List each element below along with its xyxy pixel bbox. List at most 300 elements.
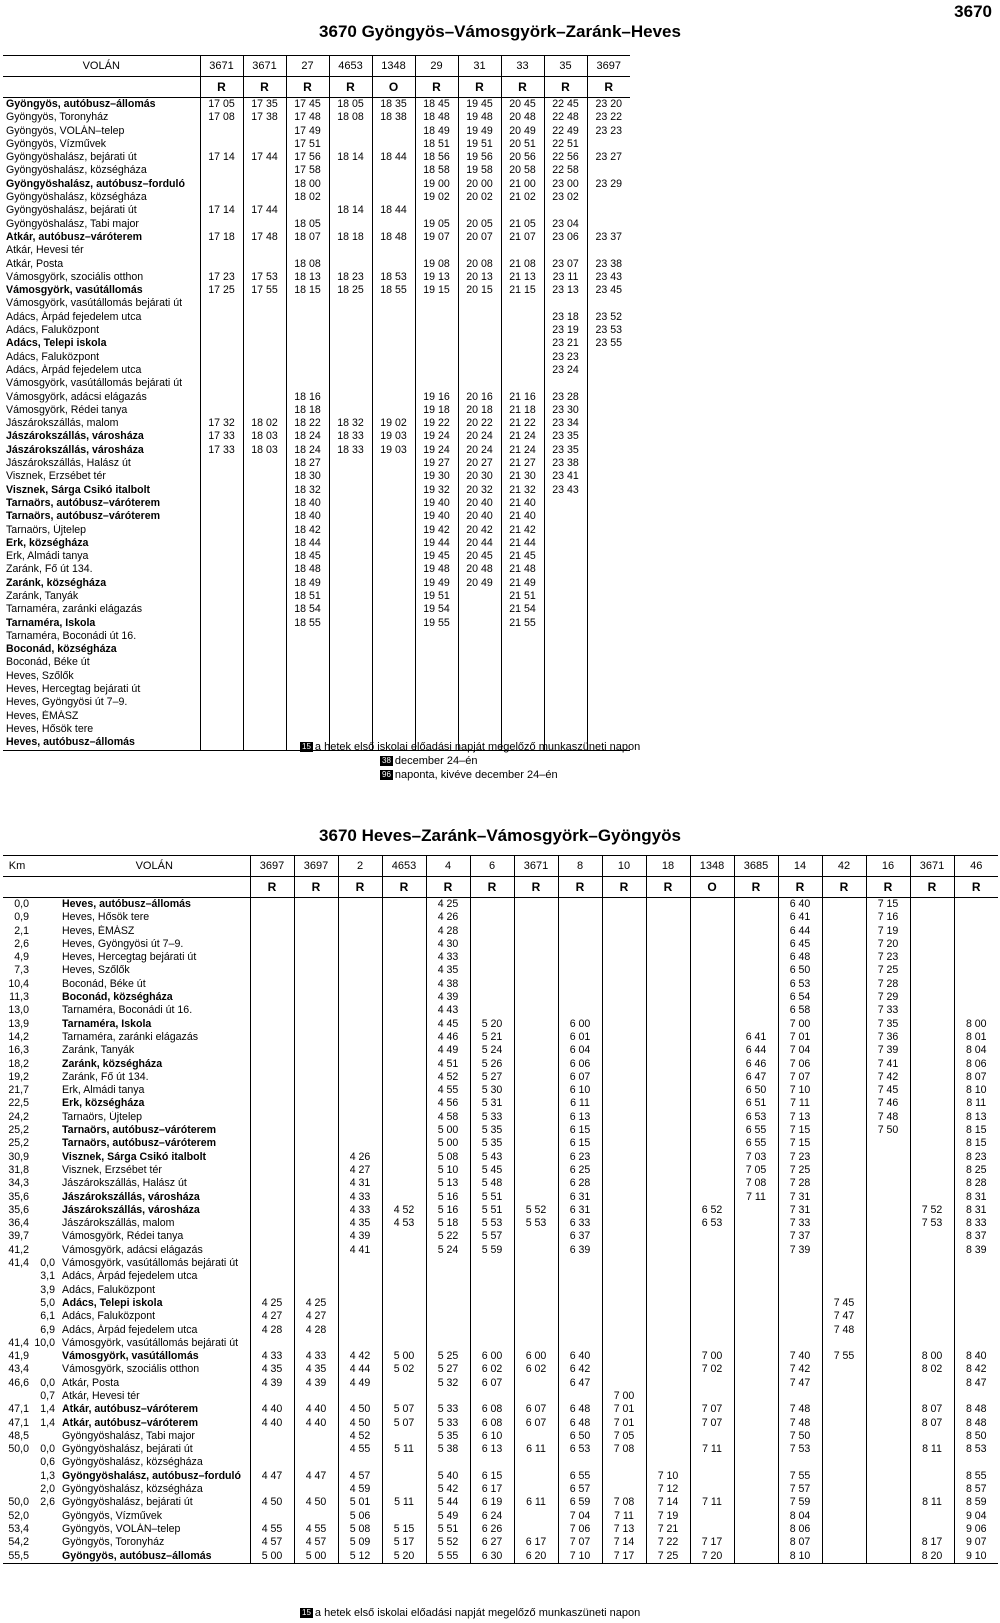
timetable-row <box>3 1403 998 1416</box>
departure-time: 22 56 <box>544 151 587 164</box>
departure-time <box>329 470 372 483</box>
timetable-row <box>3 1018 998 1031</box>
departure-time <box>910 938 954 951</box>
stop-name: Zaránk, Fő út 134. <box>6 563 93 576</box>
departure-time: 7 00 <box>778 1018 822 1031</box>
departure-time <box>372 377 415 390</box>
departure-time <box>382 1031 426 1044</box>
departure-time: 8 57 <box>954 1483 998 1496</box>
departure-time <box>646 1217 690 1230</box>
departure-time <box>954 938 998 951</box>
stop-name: Tarnaörs, autóbusz–váróterem <box>62 1124 217 1137</box>
departure-time: 6 07 <box>514 1417 558 1430</box>
departure-time <box>338 1084 382 1097</box>
timetable-row <box>3 670 630 683</box>
departure-time <box>734 1430 778 1443</box>
km-value: 19,2 <box>8 1070 29 1083</box>
service-code: R <box>329 77 372 98</box>
departure-time <box>587 710 630 723</box>
timetable-row <box>3 1350 998 1363</box>
departure-time <box>602 1270 646 1283</box>
departure-time: 4 26 <box>338 1151 382 1164</box>
departure-time <box>866 1536 910 1549</box>
departure-time: 6 58 <box>778 1004 822 1017</box>
departure-time <box>690 1230 734 1243</box>
departure-time <box>866 1310 910 1323</box>
departure-time <box>372 470 415 483</box>
stop-name: Gyöngyöshalász, Tabi major <box>6 217 139 230</box>
km-value <box>3 1297 31 1310</box>
departure-time: 20 44 <box>458 537 501 550</box>
stop-name: Tarnaörs, autóbusz–váróterem <box>62 1137 217 1150</box>
departure-time <box>587 577 630 590</box>
departure-time: 6 04 <box>558 1044 602 1057</box>
departure-time <box>294 1217 338 1230</box>
departure-time <box>243 537 286 550</box>
departure-time: 4 42 <box>338 1350 382 1363</box>
km-value: 18,2 <box>8 1057 29 1070</box>
departure-time: 18 32 <box>329 417 372 430</box>
departure-time: 7 15 <box>778 1124 822 1137</box>
stop-name: Visznek, Erzsébet tér <box>62 1163 162 1176</box>
departure-time <box>646 1417 690 1430</box>
branch-km-value <box>31 911 59 924</box>
departure-time: 19 48 <box>458 111 501 124</box>
departure-time: 6 52 <box>690 1204 734 1217</box>
departure-time <box>372 617 415 630</box>
departure-time <box>734 1270 778 1283</box>
departure-time <box>544 710 587 723</box>
departure-time <box>954 951 998 964</box>
departure-time: 18 40 <box>286 497 329 510</box>
departure-time <box>514 1297 558 1310</box>
service-code: R <box>382 877 426 898</box>
departure-time <box>501 297 544 310</box>
departure-time <box>587 457 630 470</box>
departure-time <box>514 1164 558 1177</box>
departure-time <box>470 911 514 924</box>
stop-name: Heves, ÉMÁSZ <box>6 709 79 722</box>
departure-time <box>822 911 866 924</box>
stop-name: Heves, Hercegtag bejárati út <box>62 951 197 964</box>
operator-label: VOLÁN <box>3 56 200 77</box>
departure-time <box>646 1324 690 1337</box>
branch-km-value: 0,0 <box>40 1443 55 1456</box>
departure-time <box>646 964 690 977</box>
departure-time: 7 21 <box>646 1523 690 1536</box>
departure-time <box>822 1204 866 1217</box>
departure-time: 21 49 <box>501 577 544 590</box>
departure-time <box>910 1284 954 1297</box>
departure-time: 6 53 <box>734 1111 778 1124</box>
departure-time <box>734 1230 778 1243</box>
trip-number: 4 <box>426 856 470 877</box>
departure-time <box>646 911 690 924</box>
departure-time <box>602 951 646 964</box>
departure-time <box>372 603 415 616</box>
departure-time: 8 20 <box>910 1550 954 1564</box>
departure-time <box>338 1071 382 1084</box>
departure-time <box>646 1443 690 1456</box>
trip-number: 8 <box>558 856 602 877</box>
service-code: R <box>243 77 286 98</box>
departure-time <box>646 1084 690 1097</box>
departure-time: 5 53 <box>470 1217 514 1230</box>
stop-name: Jászárokszállás, malom <box>6 417 119 430</box>
departure-time: 20 22 <box>458 417 501 430</box>
departure-time <box>294 1430 338 1443</box>
departure-time <box>910 1456 954 1469</box>
departure-time: 5 20 <box>470 1018 514 1031</box>
departure-time <box>286 643 329 656</box>
departure-time: 6 57 <box>558 1483 602 1496</box>
departure-time: 6 07 <box>470 1377 514 1390</box>
stop-name: Vámosgyörk, adácsi elágazás <box>6 390 147 403</box>
branch-km-value <box>31 1523 59 1536</box>
departure-time: 7 13 <box>602 1523 646 1536</box>
departure-time: 8 06 <box>954 1058 998 1071</box>
trip-number: 6 <box>470 856 514 877</box>
trip-number: 46 <box>954 856 998 877</box>
departure-time: 17 33 <box>200 430 243 443</box>
departure-time <box>200 550 243 563</box>
departure-time: 5 35 <box>470 1124 514 1137</box>
departure-time: 6 02 <box>470 1363 514 1376</box>
departure-time <box>250 925 294 938</box>
stop-name: Vámosgyörk, Rédei tanya <box>6 403 128 416</box>
departure-time: 8 48 <box>954 1403 998 1416</box>
departure-time <box>372 178 415 191</box>
departure-time <box>558 925 602 938</box>
departure-time <box>250 1456 294 1469</box>
departure-time <box>734 991 778 1004</box>
departure-time <box>910 1523 954 1536</box>
departure-time: 23 34 <box>544 417 587 430</box>
stop-name: Adács, Árpád fejedelem utca <box>62 1270 198 1283</box>
departure-time: 7 11 <box>690 1443 734 1456</box>
departure-time <box>690 1177 734 1190</box>
departure-time <box>646 1111 690 1124</box>
departure-time <box>822 1456 866 1469</box>
departure-time <box>243 391 286 404</box>
km-value: 21,7 <box>8 1084 29 1097</box>
departure-time <box>646 991 690 1004</box>
departure-time <box>329 258 372 271</box>
departure-time <box>544 643 587 656</box>
departure-time <box>690 1430 734 1443</box>
departure-time <box>501 643 544 656</box>
departure-time <box>866 1151 910 1164</box>
stop-name: Erk, Almádi tanya <box>6 550 89 563</box>
departure-time <box>250 1124 294 1137</box>
service-code: R <box>646 877 690 898</box>
departure-time: 19 07 <box>415 231 458 244</box>
departure-time <box>910 925 954 938</box>
departure-time <box>470 1284 514 1297</box>
departure-time <box>514 1111 558 1124</box>
departure-time: 21 05 <box>501 218 544 231</box>
departure-time: 4 40 <box>294 1403 338 1416</box>
departure-time: 6 17 <box>470 1483 514 1496</box>
departure-time <box>822 1137 866 1150</box>
departure-time <box>200 297 243 310</box>
departure-time <box>910 1191 954 1204</box>
stop-name: Erk, községháza <box>62 1097 145 1110</box>
departure-time <box>329 404 372 417</box>
departure-time <box>866 1417 910 1430</box>
departure-time <box>329 125 372 138</box>
trip-number: 18 <box>646 856 690 877</box>
departure-time: 17 48 <box>243 231 286 244</box>
departure-time <box>690 1111 734 1124</box>
departure-time <box>646 1204 690 1217</box>
departure-time <box>690 1257 734 1270</box>
timetable-row <box>3 1058 998 1071</box>
departure-time <box>558 978 602 991</box>
departure-time <box>329 364 372 377</box>
trip-number: 33 <box>501 56 544 77</box>
departure-time <box>646 951 690 964</box>
departure-time <box>587 377 630 390</box>
departure-time <box>329 683 372 696</box>
departure-time <box>372 630 415 643</box>
km-value: 41,4 <box>8 1336 29 1349</box>
departure-time: 6 48 <box>558 1403 602 1416</box>
branch-km-value <box>31 991 59 1004</box>
departure-time <box>734 1536 778 1549</box>
stop-name: Heves, ÉMÁSZ <box>62 924 135 937</box>
departure-time: 6 19 <box>470 1496 514 1509</box>
departure-time: 8 07 <box>778 1536 822 1549</box>
departure-time <box>372 656 415 669</box>
departure-time: 8 37 <box>954 1230 998 1243</box>
departure-time <box>294 951 338 964</box>
branch-km-value: 5,0 <box>40 1296 55 1309</box>
departure-time: 4 38 <box>426 978 470 991</box>
stop-name: Gyöngyöshalász, bejárati út <box>62 1496 193 1509</box>
departure-time: 5 13 <box>426 1177 470 1190</box>
branch-km-value: 0,7 <box>40 1389 55 1402</box>
departure-time <box>200 457 243 470</box>
timetable-row <box>3 1270 998 1283</box>
departure-time <box>426 1390 470 1403</box>
departure-time: 8 11 <box>910 1496 954 1509</box>
departure-time <box>587 417 630 430</box>
departure-time <box>501 204 544 217</box>
departure-time <box>286 337 329 350</box>
departure-time: 4 50 <box>294 1496 338 1509</box>
departure-time <box>329 457 372 470</box>
departure-time <box>690 1191 734 1204</box>
departure-time <box>587 191 630 204</box>
branch-km-value: 0,0 <box>40 1257 55 1270</box>
service-code: R <box>415 77 458 98</box>
departure-time <box>458 723 501 736</box>
departure-time <box>602 1151 646 1164</box>
departure-time: 18 51 <box>286 590 329 603</box>
timetable-2-title: 3670 Heves–Zaránk–Vámosgyörk–Gyöngyös <box>319 826 681 845</box>
timetable-row <box>3 1430 998 1443</box>
timetable-row <box>3 1337 998 1350</box>
stop-name: Vámosgyörk, Rédei tanya <box>62 1230 184 1243</box>
departure-time: 7 36 <box>866 1031 910 1044</box>
departure-time <box>822 1496 866 1509</box>
departure-time <box>690 1337 734 1350</box>
departure-time <box>372 164 415 177</box>
departure-time <box>822 1363 866 1376</box>
departure-time <box>910 1390 954 1403</box>
departure-time: 6 54 <box>778 991 822 1004</box>
departure-time <box>200 683 243 696</box>
departure-time: 7 45 <box>822 1297 866 1310</box>
departure-time: 20 45 <box>458 550 501 563</box>
departure-time: 7 01 <box>778 1031 822 1044</box>
departure-time <box>822 1058 866 1071</box>
km-value: 48,5 <box>8 1429 29 1442</box>
departure-time <box>458 324 501 337</box>
departure-time: 7 08 <box>734 1177 778 1190</box>
departure-time <box>587 444 630 457</box>
departure-time <box>587 670 630 683</box>
timetable-row <box>3 951 998 964</box>
departure-time <box>822 1284 866 1297</box>
branch-km-value <box>31 1058 59 1071</box>
departure-time: 7 25 <box>778 1164 822 1177</box>
departure-time: 8 48 <box>954 1417 998 1430</box>
departure-time <box>294 1111 338 1124</box>
departure-time: 5 43 <box>470 1151 514 1164</box>
departure-time <box>866 1297 910 1310</box>
departure-time <box>544 497 587 510</box>
departure-time: 8 07 <box>954 1071 998 1084</box>
departure-time <box>822 1124 866 1137</box>
km-value: 7,3 <box>14 964 29 977</box>
departure-time: 21 08 <box>501 258 544 271</box>
departure-time: 5 27 <box>470 1071 514 1084</box>
departure-time: 18 08 <box>286 258 329 271</box>
departure-time <box>514 1430 558 1443</box>
departure-time <box>294 1230 338 1243</box>
branch-km-value: 1,3 <box>40 1469 55 1482</box>
departure-time: 6 13 <box>558 1111 602 1124</box>
departure-time: 21 00 <box>501 178 544 191</box>
departure-time <box>200 497 243 510</box>
departure-time <box>514 978 558 991</box>
departure-time <box>602 1111 646 1124</box>
departure-time: 7 15 <box>866 898 910 912</box>
departure-time: 22 49 <box>544 125 587 138</box>
stop-name: Heves, Gyöngyösi út 7–9. <box>6 696 128 709</box>
departure-time <box>470 925 514 938</box>
timetable-row <box>3 1510 998 1523</box>
departure-time <box>558 1310 602 1323</box>
departure-time <box>866 1191 910 1204</box>
timetable-row <box>3 1244 998 1257</box>
service-code: R <box>587 77 630 98</box>
departure-time <box>514 1151 558 1164</box>
departure-time <box>338 898 382 912</box>
departure-time <box>382 1097 426 1110</box>
service-code: R <box>778 877 822 898</box>
departure-time <box>250 1230 294 1243</box>
departure-time: 23 24 <box>544 364 587 377</box>
departure-time: 7 50 <box>866 1124 910 1137</box>
departure-time <box>382 1164 426 1177</box>
departure-time: 18 15 <box>286 284 329 297</box>
stop-name: Zaránk, Tanyák <box>6 589 79 602</box>
departure-time: 4 39 <box>426 991 470 1004</box>
stop-name: Vámosgyörk, adácsi elágazás <box>62 1243 203 1256</box>
departure-time <box>286 244 329 257</box>
departure-time: 18 18 <box>329 231 372 244</box>
departure-time <box>544 656 587 669</box>
departure-time: 5 57 <box>470 1230 514 1243</box>
departure-time: 19 27 <box>415 457 458 470</box>
departure-time <box>602 1097 646 1110</box>
branch-km-value <box>31 1151 59 1164</box>
departure-time: 5 18 <box>426 1217 470 1230</box>
departure-time: 5 32 <box>426 1377 470 1390</box>
stop-name: Gyöngyöshalász, községháza <box>6 191 147 204</box>
departure-time: 7 48 <box>778 1403 822 1416</box>
departure-time: 4 52 <box>338 1430 382 1443</box>
departure-time <box>734 1456 778 1469</box>
departure-time <box>690 991 734 1004</box>
departure-time <box>382 1058 426 1071</box>
trip-number: 3671 <box>243 56 286 77</box>
departure-time <box>243 603 286 616</box>
timetable-row <box>3 1550 998 1564</box>
departure-time <box>690 1044 734 1057</box>
departure-time: 7 57 <box>778 1483 822 1496</box>
km-header: Km <box>3 856 31 877</box>
timetable-row <box>3 404 630 417</box>
departure-time: 7 39 <box>778 1244 822 1257</box>
departure-time <box>822 1031 866 1044</box>
branch-km-value: 0,6 <box>40 1456 55 1469</box>
departure-time <box>200 710 243 723</box>
departure-time: 7 13 <box>778 1111 822 1124</box>
departure-time <box>200 218 243 231</box>
km-value: 47,1 <box>8 1416 29 1429</box>
branch-km-value <box>31 1550 59 1564</box>
stop-name: Erk, Almádi tanya <box>62 1084 145 1097</box>
departure-time <box>294 1044 338 1057</box>
departure-time <box>250 1151 294 1164</box>
departure-time <box>243 457 286 470</box>
km-value: 30,9 <box>8 1150 29 1163</box>
stop-name: Heves, Szőlők <box>62 964 130 977</box>
stop-name: Atkár, autóbusz–váróterem <box>62 1416 199 1429</box>
stop-name: Tarnaörs, Újtelep <box>6 523 87 536</box>
departure-time <box>822 964 866 977</box>
departure-time: 4 50 <box>338 1417 382 1430</box>
departure-time <box>866 1244 910 1257</box>
departure-time <box>200 337 243 350</box>
departure-time: 5 52 <box>426 1536 470 1549</box>
trip-number: 1348 <box>372 56 415 77</box>
departure-time <box>294 1164 338 1177</box>
departure-time: 7 05 <box>734 1164 778 1177</box>
departure-time <box>602 1124 646 1137</box>
departure-time <box>587 351 630 364</box>
departure-time: 9 10 <box>954 1550 998 1564</box>
departure-time <box>382 1004 426 1017</box>
stop-name: Boconád, községháza <box>6 643 117 656</box>
departure-time <box>294 1071 338 1084</box>
timetable-row <box>3 1164 998 1177</box>
departure-time: 4 52 <box>426 1071 470 1084</box>
